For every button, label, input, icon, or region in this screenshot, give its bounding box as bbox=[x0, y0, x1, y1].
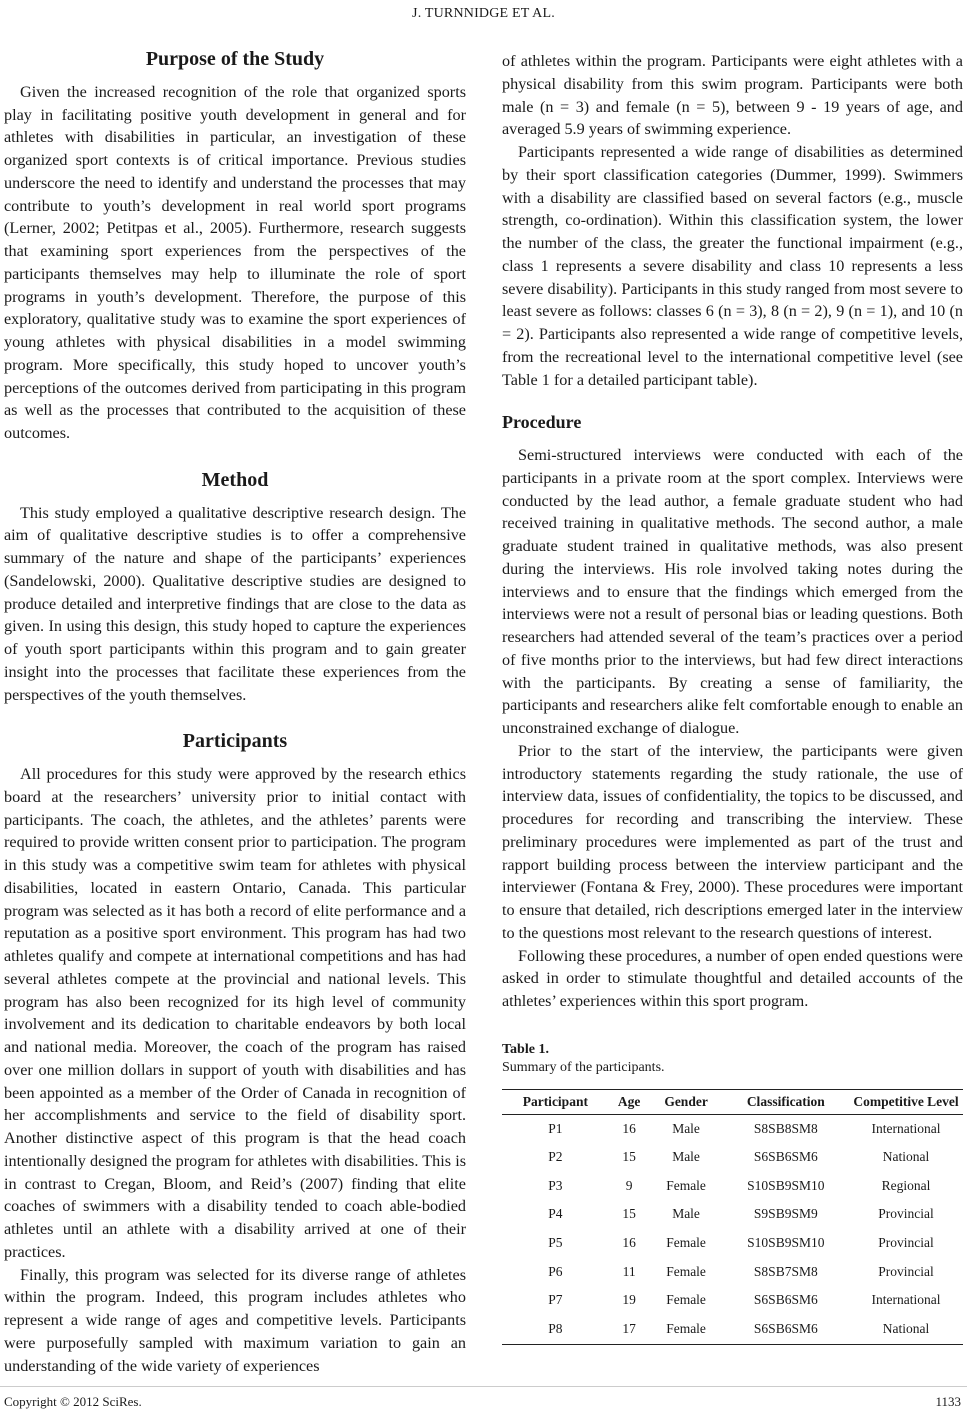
table-cell: National bbox=[882, 1320, 930, 1336]
table-cell: Female bbox=[666, 1292, 706, 1308]
table-cell: Provincial bbox=[878, 1263, 934, 1279]
table-cell: 15 bbox=[622, 1206, 636, 1222]
purpose-heading: Purpose of the Study bbox=[145, 48, 325, 70]
procedure-paragraph: Following these procedures, a number of open ended questions were asked in order to stimulate thoughtful and detailed accounts of the athletes’ experiences within this sport program. bbox=[502, 946, 963, 1010]
procedure-heading: Procedure bbox=[502, 412, 582, 433]
table-row bbox=[502, 1114, 963, 1143]
table-cell: Female bbox=[666, 1263, 706, 1279]
table-cell: P3 bbox=[548, 1177, 563, 1193]
table-cell: P8 bbox=[548, 1320, 563, 1336]
left-column bbox=[4, 48, 466, 1377]
table-cell: P4 bbox=[548, 1206, 563, 1222]
participants-table bbox=[502, 1089, 963, 1345]
table-cell: Female bbox=[666, 1320, 706, 1336]
table-cell: P5 bbox=[548, 1235, 563, 1251]
table-cell: S6SB6SM6 bbox=[753, 1292, 818, 1308]
copyright: Copyright © 2012 SciRes. bbox=[4, 1394, 142, 1409]
procedure-paragraph: Semi-structured interviews were conducted with each of the participants in a private room at the sport complex. Interviews were conducted by the lead author, a female graduate student who had received training in qualitative methods. The second author, a male graduate student trained in qualitative methods, was also present during the interviews. His role involved taking notes during the interviews and to ensure that the findings which emerged from the interviews were not a result of personal bias or leading questions. Both researchers had attended several of the team’s practices over a period of five months prior to the interviews, but had few direct interactions with the participants. By creating a sense of familiarity, the participants and researchers alike felt comfortable enough to enable an unconstrained exchange of dialogue. bbox=[502, 446, 963, 737]
table-label: Table 1. bbox=[502, 1041, 549, 1057]
table-cell: International bbox=[871, 1292, 941, 1308]
table-row bbox=[502, 1229, 963, 1258]
table-cell: P1 bbox=[548, 1120, 563, 1136]
table-row bbox=[502, 1258, 963, 1287]
table-cell: Provincial bbox=[878, 1206, 934, 1222]
table-cell: Regional bbox=[881, 1177, 931, 1193]
table-cell: National bbox=[882, 1149, 930, 1165]
table-cell: 19 bbox=[622, 1292, 636, 1308]
table-cell: 16 bbox=[622, 1235, 636, 1251]
right-column bbox=[502, 50, 963, 1345]
table-cell: 11 bbox=[622, 1263, 636, 1279]
table-header-cell: Age bbox=[609, 1089, 650, 1114]
page-number: 1133 bbox=[935, 1394, 961, 1409]
method-heading: Method bbox=[201, 468, 269, 491]
running-head: J. TURNNIDGE ET AL. bbox=[412, 6, 555, 21]
table-cell: Provincial bbox=[878, 1235, 934, 1251]
participants-paragraph: Participants represented a wide range of disabilities as determined by their sport classification categories (Dummer, 1999). Swimmers with a disability are classified based on several factors (e.g., muscle strength, co-ordination). Within this classification system, the lower the number of the class, the greater the functional impairment (e.g., class 1 represents a severe disability and class 10 represents a less severe disability). Participants in this study ranged from most severe to least severe as follows: classes 6 (n = 3), 8 (n = 2), 9 (n = 1), and 10 (n = 2). Participants also represented a wide range of competitive levels, from the recreational level to the international competitive level (see Table 1 for a detailed participant table). bbox=[502, 143, 963, 389]
table-row bbox=[502, 1143, 963, 1172]
table-cell: Male bbox=[672, 1149, 700, 1165]
participants-paragraph: Finally, this program was selected for its diverse range of athletes within the program. Indeed, this program includes athletes who represent a wide range of ages and competitive levels. Participants were purposefully sampled with maximum variation to gain an understanding of the wide variety of experiences bbox=[4, 1265, 466, 1375]
table-row bbox=[502, 1201, 963, 1230]
table-cell: P2 bbox=[548, 1149, 563, 1165]
table-cell: S6SB6SM6 bbox=[753, 1149, 818, 1165]
table-cell: Male bbox=[672, 1206, 700, 1222]
table-cell: Female bbox=[666, 1235, 706, 1251]
table-header-cell: Classification bbox=[723, 1089, 849, 1114]
purpose-paragraph: Given the increased recognition of the role that organized sports play in facilitating positive youth development in general and for athletes with disabilities in particular, an investigation of these organized sport contexts is of critical importance. Previous studies underscore the need to identify and understand the processes that may contribute to youth’s development in real world sport programs (Lerner, 2002; Petitpas et al., 2005). Furthermore, research suggests that examining sport experiences from the perspectives of the participants themselves may help to illuminate the role of sport programs in youth’s development. Therefore, the purpose of this exploratory, qualitative study was to examine the sport experiences of young athletes with physical disabilities in a model swimming program. More specifically, this study hoped to uncover youth’s perceptions of the outcomes derived from participating in this program as well as the processes that contributed to the acquisition of these outcomes. bbox=[4, 82, 466, 442]
table-caption bbox=[502, 1041, 963, 1077]
table-cell: 17 bbox=[622, 1320, 636, 1336]
table-cell: P6 bbox=[548, 1263, 563, 1279]
table-cell: 9 bbox=[625, 1177, 633, 1193]
table-cell: S6SB6SM6 bbox=[753, 1320, 818, 1336]
table-row bbox=[502, 1315, 963, 1344]
participants-heading: Participants bbox=[182, 730, 288, 753]
method-paragraph: This study employed a qualitative descriptive research design. The aim of qualitative descriptive studies is to offer a comprehensive summary of the nature and shape of the participants’ experiences (Sandelowski, 2000). Qualitative descriptive studies are designed to produce detailed and interpretive findings that are close to the data as given. In using this design, this study hoped to capture the experiences of youth sport participants within this program and to gain greater insight into the processes that facilitate these experiences from the perspectives of the youth themselves. bbox=[4, 503, 466, 704]
table-row bbox=[502, 1286, 963, 1315]
table-cell: S9SB9SM9 bbox=[753, 1206, 818, 1222]
table-header-cell: Gender bbox=[649, 1089, 722, 1114]
table-cell: S8SB8SM8 bbox=[753, 1120, 818, 1136]
table-cell: Male bbox=[672, 1120, 700, 1136]
procedure-paragraph: Prior to the start of the interview, the participants were given introductory statements regarding the study rationale, the use of interview data, issues of confidentiality, the topics to be discussed, and procedures for recording and transcribing the interview. These preliminary procedures were implemented as part of the trust and rapport building process between the interview participant and the interviewer (Fontana & Frey, 2000). These procedures were important to ensure that detailed, rich descriptions emerged later in the interview to the questions most relevant to the research questions of interest. bbox=[502, 741, 963, 942]
table-cell: S10SB9SM10 bbox=[747, 1235, 825, 1251]
table-cell: 15 bbox=[622, 1149, 636, 1165]
table-header-cell: Participant bbox=[502, 1089, 609, 1114]
table-row bbox=[502, 1172, 963, 1201]
table-cell: P7 bbox=[548, 1292, 563, 1308]
table-cell: S8SB7SM8 bbox=[753, 1263, 818, 1279]
table-cell: Female bbox=[666, 1177, 706, 1193]
table-cell: S10SB9SM10 bbox=[747, 1177, 825, 1193]
participants-paragraph: All procedures for this study were approved by the research ethics board at the researchers’ university prior to initial contact with participants. The coach, the athletes, and the athletes’ parents were required to provide written consent prior to participation. The program in this study was a competitive swim team for athletes with physical disabilities, located in eastern Ontario, Canada. This particular program was selected as it has both a record of elite performance and a reputation as a positive sport environment. This program has had two athletes qualify and compete at international competitions and has had several athletes compete at the provincial and national levels. This program has also been recognized for its high level of community involvement and its dedication to charitable endeavors by both local and national media. Moreover, the coach of the program has raised over one million dollars in support of youth with disabilities and has been appointed as a member of the Order of Canada in recognition of her accomplishments and service to the field of disability sport. Another distinctive aspect of this program is that the head coach intentionally designed the program for athletes with disabilities. This is in contrast to Cregan, Bloom, and Reid’s (2007) finding that elite coaches of swimmers with a disability tended to coach able-bodied athletes until an athlete with a disability arrived at one of their practices. bbox=[4, 765, 466, 1261]
table-header-row bbox=[502, 1089, 963, 1114]
participants-paragraph: of athletes within the program. Participants were eight athletes with a physical disability from this swim program. Participants were both male (n = 3) and female (n = 5), between 9 - 19 years of age, and averaged 5.9 years of swimming experience. bbox=[502, 52, 963, 139]
footer-divider bbox=[0, 1386, 967, 1387]
table-cell: 16 bbox=[622, 1120, 636, 1136]
table-cell: International bbox=[871, 1120, 941, 1136]
table-header-cell: Competitive Level bbox=[849, 1089, 963, 1114]
table-caption-text: Summary of the participants. bbox=[502, 1059, 665, 1075]
